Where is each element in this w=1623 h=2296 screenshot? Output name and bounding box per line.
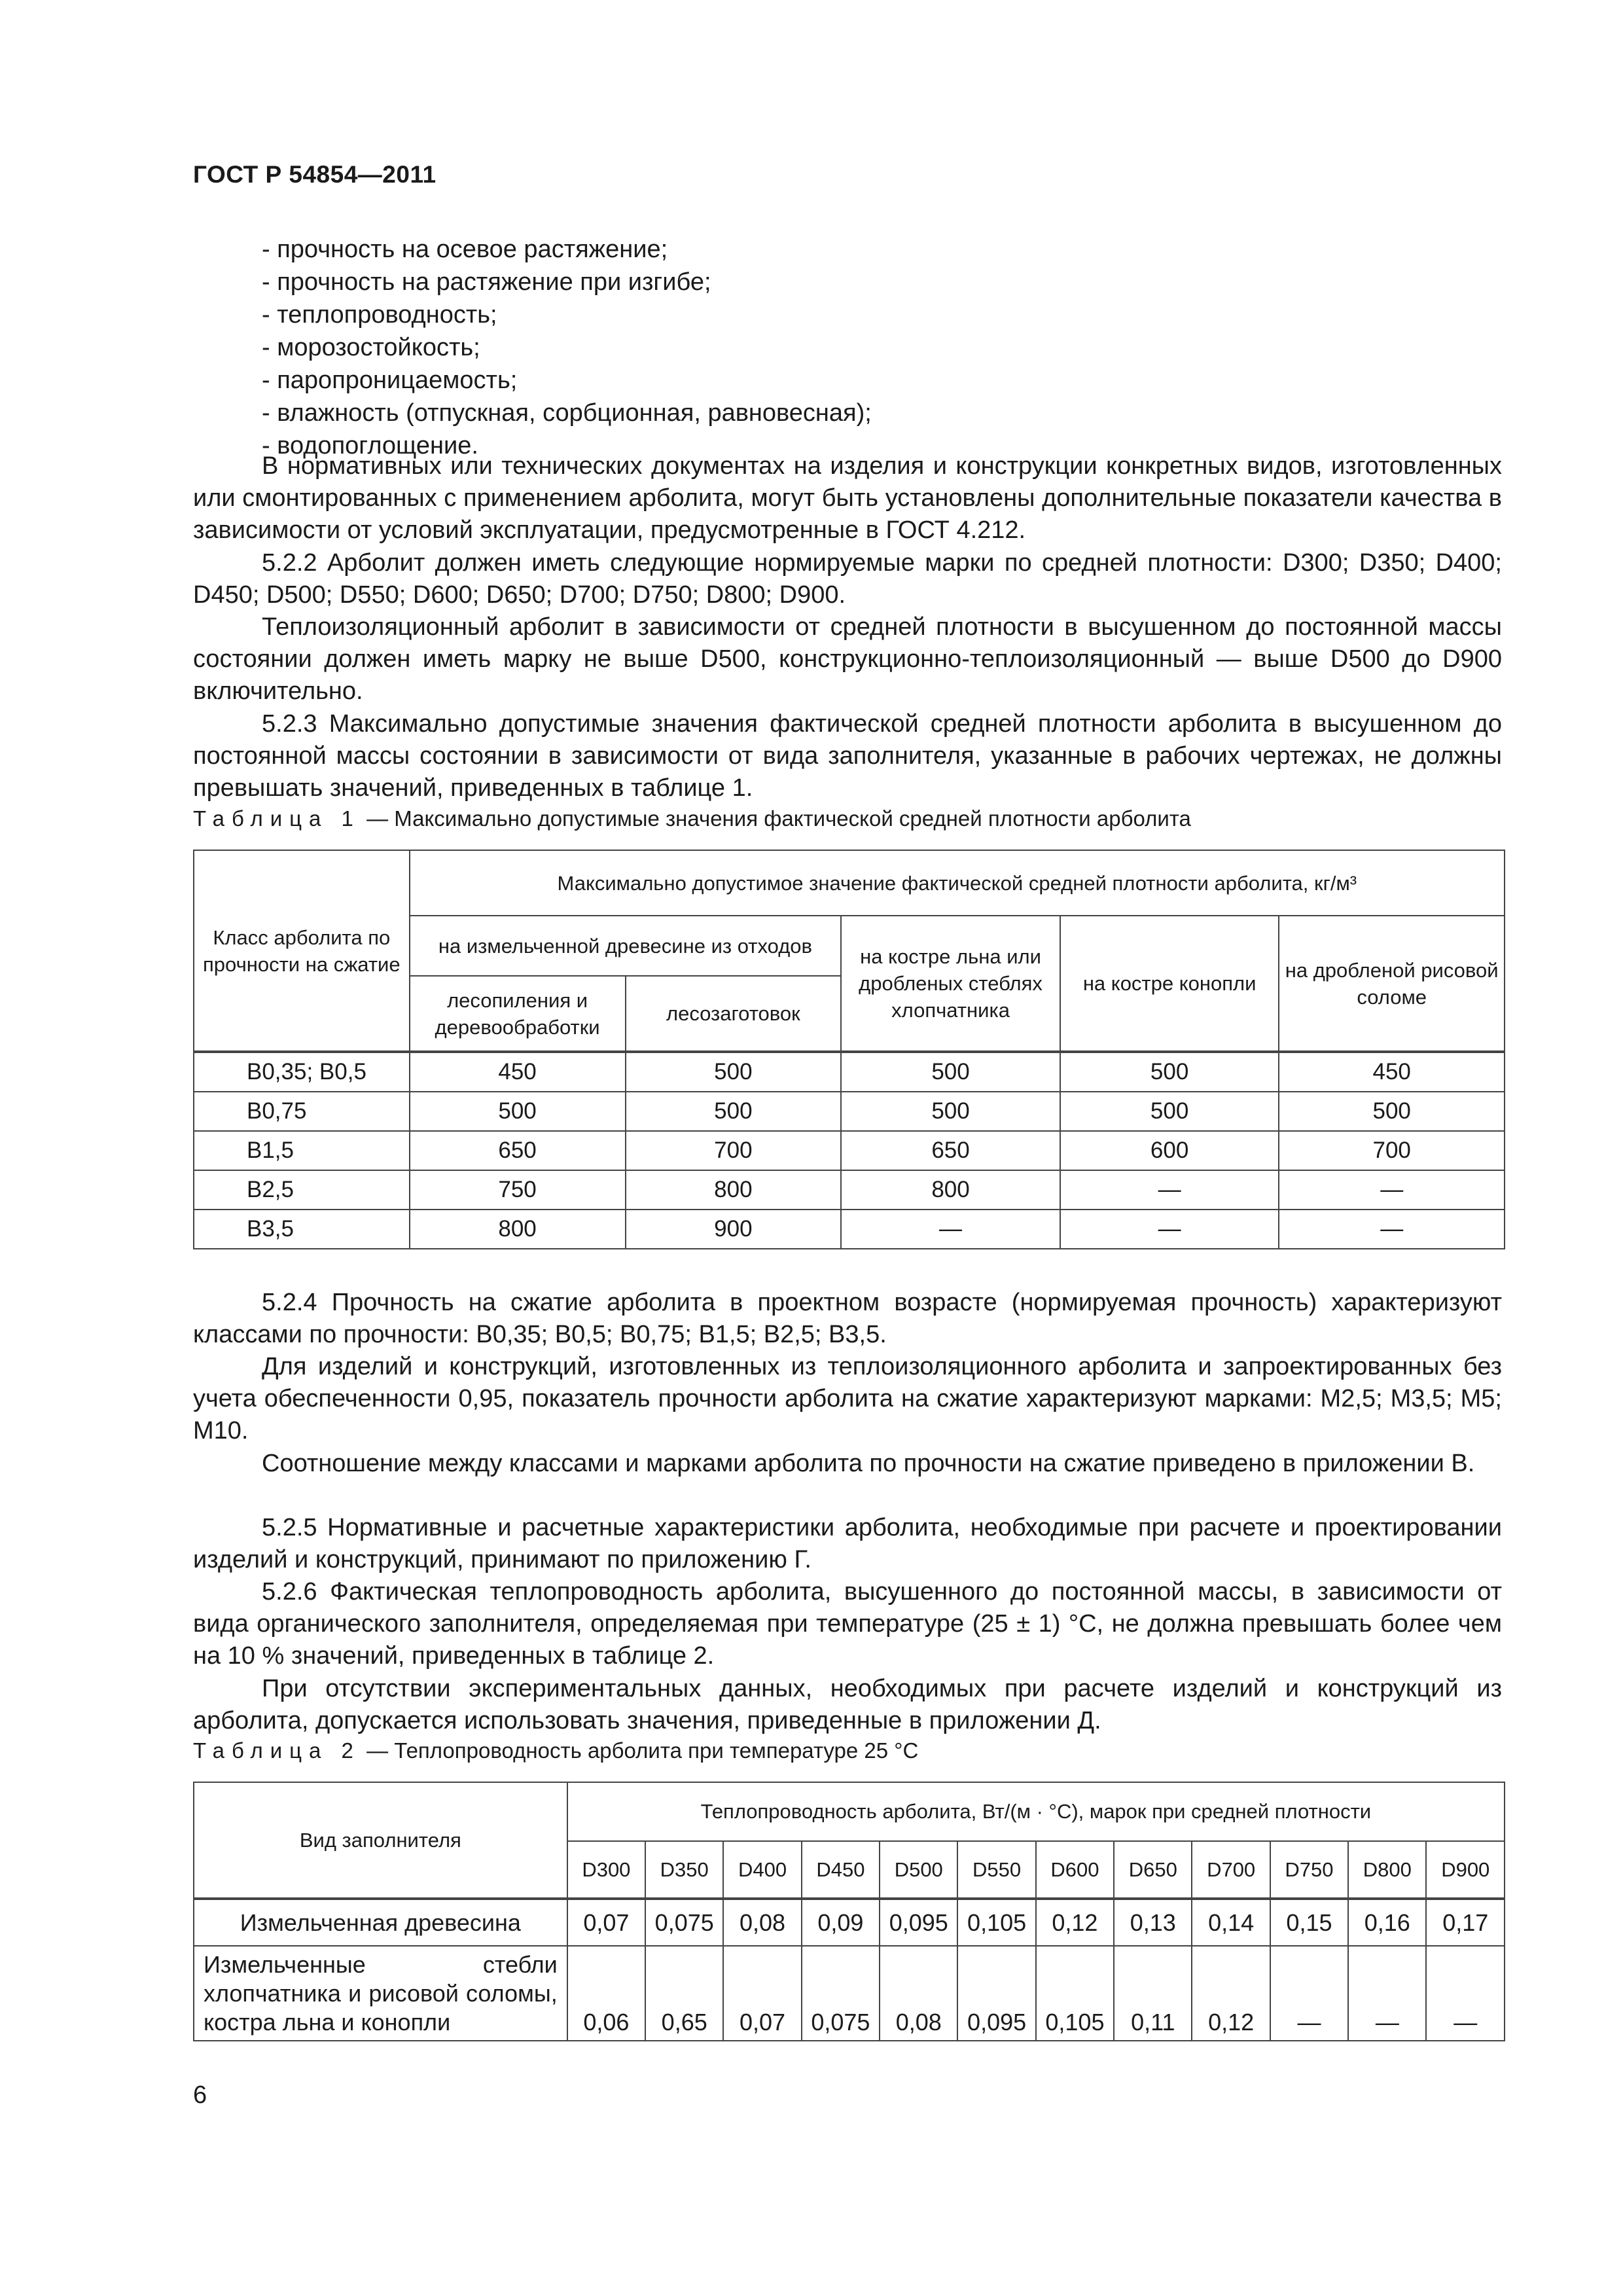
- list-item: - паропроницаемость;: [262, 367, 518, 394]
- table-cell: 500: [1060, 1052, 1279, 1092]
- paragraph: 5.2.3 Максимально допустимые значения фактической средней плотности арболита в высушенном до постоянной массы состоянии в зависимости от вида заполнителя, указанные в рабочих чертежах, не должны превышать значений, приведенных в таблице 1.: [193, 710, 1502, 802]
- paragraph: Теплоизоляционный арболит в зависимости от средней плотности в высушенном до постоянной массы состоянии должен иметь марку не выше D500, конструкционно-теплоизоляционный — выше D500 до D900 включительно.: [193, 613, 1502, 705]
- table-cell: 800: [841, 1170, 1060, 1210]
- table-cell: 0,12: [1192, 1946, 1270, 2041]
- table-cell: 500: [1060, 1092, 1279, 1131]
- list-item: - прочность на растяжение при изгибе;: [262, 268, 711, 296]
- table-cell: 0,13: [1114, 1899, 1192, 1946]
- table2-grade-header: D500: [880, 1841, 957, 1899]
- table-cell: 500: [626, 1052, 842, 1092]
- table-cell: —: [1348, 1946, 1426, 2041]
- table-cell: —: [1279, 1210, 1505, 1249]
- list-item: - морозостойкость;: [262, 334, 480, 361]
- paragraph: 5.2.4 Прочность на сжатие арболита в проектном возрасте (нормируемая прочность) характеризуют классами по прочности: B0,35; B0,5; B0,75; B1,5; B2,5; B3,5.: [193, 1289, 1502, 1348]
- paragraph: В нормативных или технических документах на изделия и конструкции конкретных видов, изготовленных или смонтированных с применением арболита, могут быть установлены дополнительные показатели качества в зависимости от условий эксплуатации, предусмотренные в ГОСТ 4.212.: [193, 452, 1502, 544]
- table-cell: —: [841, 1210, 1060, 1249]
- table-cell: 0,105: [1036, 1946, 1114, 2041]
- table-cell: 500: [841, 1092, 1060, 1131]
- table-cell: 500: [841, 1052, 1060, 1092]
- table2-grade-header: D550: [957, 1841, 1035, 1899]
- table-cell: 800: [410, 1210, 626, 1249]
- list-item: - водопоглощение.: [262, 432, 478, 459]
- table-cell: 0,17: [1426, 1899, 1505, 1946]
- table-cell: 0,15: [1270, 1899, 1348, 1946]
- table-cell: 500: [1279, 1092, 1505, 1131]
- table-row: [194, 1899, 1505, 1946]
- table-cell: —: [1270, 1946, 1348, 2041]
- page-number: 6: [193, 2081, 207, 2109]
- table-cell: 0,16: [1348, 1899, 1426, 1946]
- paragraph: 5.2.6 Фактическая теплопроводность арболита, высушенного до постоянной массы, в зависимости от вида органического заполнителя, определяемая при температуре (25 ± 1) °С, не должна превышать более чем на 10 % значений, приведенных в таблице 2.: [193, 1578, 1502, 1670]
- table1-col-hemp: на костре конопли: [1060, 916, 1279, 1052]
- table2-grade-header: D400: [723, 1841, 801, 1899]
- list-item: - влажность (отпускная, сорбционная, равновесная);: [262, 399, 872, 427]
- table1-col-flax: на костре льна или дробленых стеблях хлопчатника: [841, 916, 1060, 1052]
- property-list: [262, 233, 1505, 462]
- table2-grade-header: D800: [1348, 1841, 1426, 1899]
- table-cell: 0,08: [723, 1899, 801, 1946]
- table-cell: 0,095: [880, 1899, 957, 1946]
- table-cell: 650: [841, 1131, 1060, 1170]
- table-cell: 0,075: [802, 1946, 880, 2041]
- table2-grade-header: D350: [645, 1841, 723, 1899]
- table-row: [194, 1052, 1505, 1092]
- table2-grade-header: D750: [1270, 1841, 1348, 1899]
- table1-subgroup-wood: на измельченной древесине из отходов: [410, 916, 842, 976]
- list-item: - теплопроводность;: [262, 301, 497, 329]
- table1-col-class: Класс арболита по прочности на сжатие: [194, 850, 410, 1052]
- table-cell: B2,5: [194, 1170, 410, 1210]
- paragraph: 5.2.5 Нормативные и расчетные характеристики арболита, необходимые при расчете и проектировании изделий и конструкций, принимают по приложению Г.: [193, 1514, 1502, 1573]
- table-cell: 650: [410, 1131, 626, 1170]
- table-cell: 900: [626, 1210, 842, 1249]
- table-row: [194, 1131, 1505, 1170]
- table2-grade-header: D300: [567, 1841, 645, 1899]
- paragraph: 5.2.2 Арболит должен иметь следующие нормируемые марки по средней плотности: D300; D350; D400; D450; D500; D550; D600; D650; D700; D750; D800; D900.: [193, 549, 1502, 609]
- table2-grade-header: D450: [802, 1841, 880, 1899]
- table2-grade-header: D600: [1036, 1841, 1114, 1899]
- table1-group-header: Максимально допустимое значение фактической средней плотности арболита, кг/м³: [410, 850, 1505, 916]
- table-cell: —: [1060, 1170, 1279, 1210]
- table-cell: Измельченная древесина: [194, 1899, 567, 1946]
- table2-group-header: Теплопроводность арболита, Вт/(м · °С), марок при средней плотности: [567, 1782, 1505, 1841]
- list-item: - прочность на осевое растяжение;: [262, 236, 668, 263]
- table-cell: 450: [410, 1052, 626, 1092]
- table-cell: B0,75: [194, 1092, 410, 1131]
- table-cell: 700: [1279, 1131, 1505, 1170]
- table2-grade-header: D650: [1114, 1841, 1192, 1899]
- table-cell: 700: [626, 1131, 842, 1170]
- paragraph: При отсутствии экспериментальных данных, необходимых при расчете изделий и конструкций из арболита, допускается использовать значения, приведенные в приложении Д.: [193, 1675, 1502, 1734]
- table-cell: 0,075: [645, 1899, 723, 1946]
- table2-col-filler: Вид заполнителя: [194, 1782, 567, 1899]
- table-cell: 0,07: [723, 1946, 801, 2041]
- table-cell: 0,65: [645, 1946, 723, 2041]
- table1-caption-label: Таблица 1: [193, 806, 361, 831]
- conductivity-table: [193, 1782, 1505, 2041]
- table2-caption-label: Таблица 2: [193, 1738, 361, 1763]
- table-cell: B3,5: [194, 1210, 410, 1249]
- table-cell: 750: [410, 1170, 626, 1210]
- document-header: ГОСТ Р 54854—2011: [193, 161, 437, 188]
- table-cell: 0,08: [880, 1946, 957, 2041]
- paragraph: Для изделий и конструкций, изготовленных из теплоизоляционного арболита и запроектированных без учета обеспеченности 0,95, показатель прочности арболита на сжатие характеризуют марками: M2,5; M3,5; M5; M10.: [193, 1353, 1502, 1444]
- table2-caption-text: — Теплопроводность арболита при температуре 25 °С: [360, 1738, 919, 1763]
- table-cell: 0,07: [567, 1899, 645, 1946]
- table-cell: —: [1279, 1170, 1505, 1210]
- table-row: [194, 1170, 1505, 1210]
- table2-caption: [193, 1738, 918, 1763]
- table-cell: B1,5: [194, 1131, 410, 1170]
- table-row: [194, 1210, 1505, 1249]
- table2-grade-header: D900: [1426, 1841, 1505, 1899]
- table-cell: 0,11: [1114, 1946, 1192, 2041]
- table-row: [194, 1946, 1505, 2041]
- table-cell: 450: [1279, 1052, 1505, 1092]
- table-row: [194, 1092, 1505, 1131]
- table1-caption-text: — Максимально допустимые значения фактической средней плотности арболита: [360, 806, 1191, 831]
- table-cell: 0,09: [802, 1899, 880, 1946]
- table1-col-logging: лесозаготовок: [626, 976, 842, 1052]
- table-cell: 0,12: [1036, 1899, 1114, 1946]
- table-cell: 0,06: [567, 1946, 645, 2041]
- table-cell: Измельченные стебли хлопчатника и рисовой соломы, костра льна и конопли: [194, 1946, 567, 2041]
- table-cell: 800: [626, 1170, 842, 1210]
- density-table: [193, 850, 1505, 1249]
- table-cell: 0,14: [1192, 1899, 1270, 1946]
- table-cell: 0,095: [957, 1946, 1035, 2041]
- table-cell: 500: [410, 1092, 626, 1131]
- table-cell: —: [1060, 1210, 1279, 1249]
- table-cell: B0,35; B0,5: [194, 1052, 410, 1092]
- table-cell: —: [1426, 1946, 1505, 2041]
- table2-grade-header: D700: [1192, 1841, 1270, 1899]
- paragraph: Соотношение между классами и марками арболита по прочности на сжатие приведено в приложении В.: [262, 1450, 1475, 1477]
- table1-col-sawmill: лесопиления и деревообработки: [410, 976, 626, 1052]
- table-cell: 600: [1060, 1131, 1279, 1170]
- table-cell: 500: [626, 1092, 842, 1131]
- table1-caption: [193, 806, 1191, 831]
- table1-col-rice: на дробленой рисовой соломе: [1279, 916, 1505, 1052]
- table-cell: 0,105: [957, 1899, 1035, 1946]
